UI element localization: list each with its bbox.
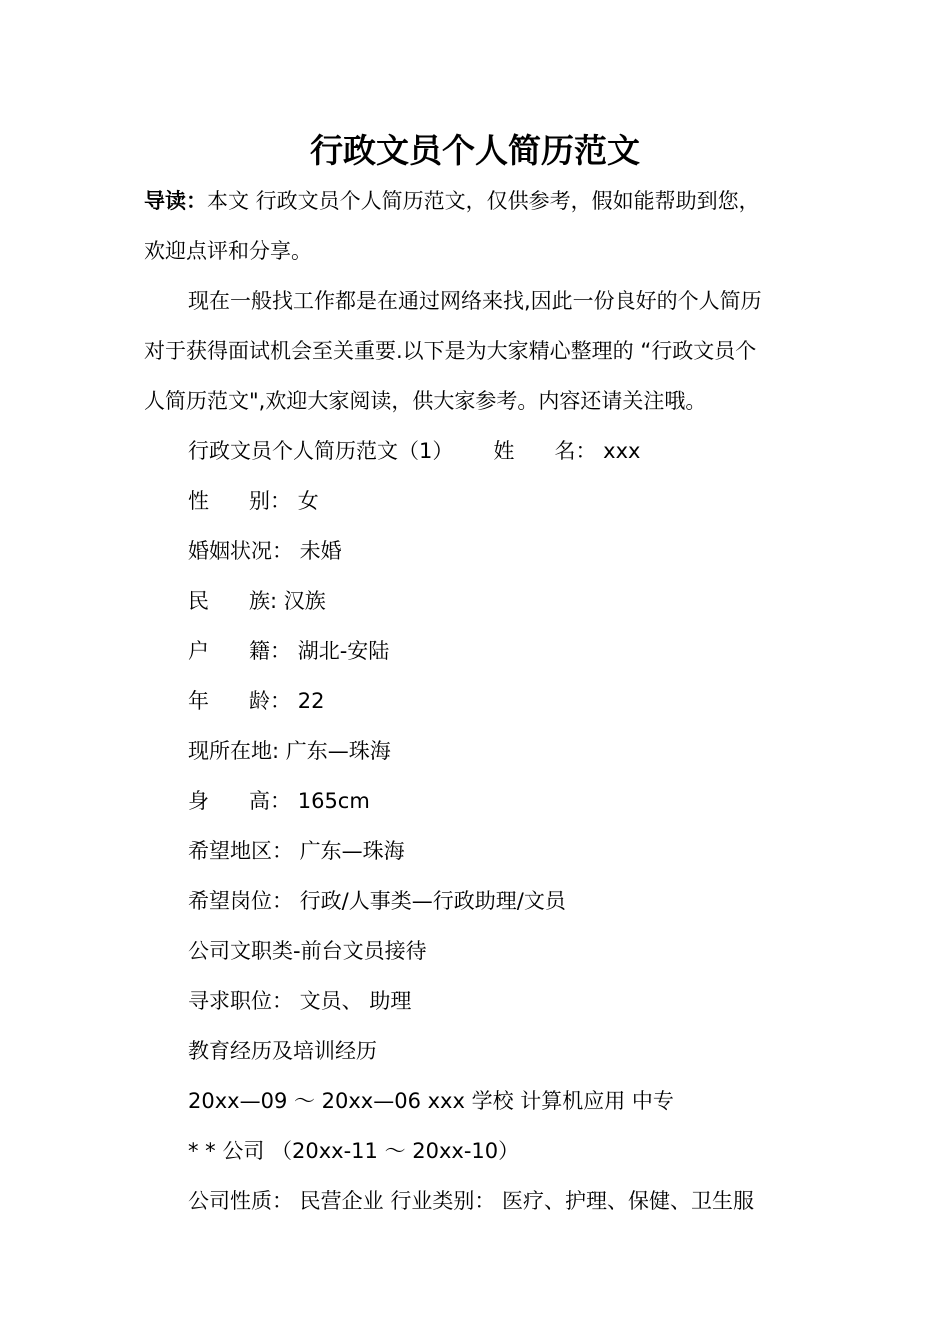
resume-line-ethnicity: 民 族: 汉族 bbox=[188, 589, 326, 613]
intro-line-2: 欢迎点评和分享。 bbox=[144, 239, 312, 263]
resume-line-company-nature: 公司性质： 民营企业 行业类别： 医疗、护理、保健、卫生服 bbox=[188, 1189, 755, 1213]
resume-line-location: 现所在地: 广东—珠海 bbox=[188, 739, 391, 763]
paragraph-line-2: 对于获得面试机会至关重要.以下是为大家精心整理的 “行政文员个 bbox=[144, 339, 757, 363]
document-title: 行政文员个人简历范文 bbox=[310, 131, 640, 170]
resume-line-education-heading: 教育经历及培训经历 bbox=[188, 1039, 377, 1063]
resume-line-age: 年 龄： 22 bbox=[188, 689, 325, 713]
resume-line-marital: 婚姻状况： 未婚 bbox=[188, 539, 342, 563]
intro-text-1: 本文 行政文员个人简历范文，仅供参考，假如能帮助到您， bbox=[207, 189, 760, 213]
resume-line-job-sought: 寻求职位： 文员、 助理 bbox=[188, 989, 412, 1013]
resume-line-title-name: 行政文员个人简历范文（1） 姓 名： xxx bbox=[188, 439, 641, 463]
resume-line-hukou: 户 籍： 湖北-安陆 bbox=[188, 639, 390, 663]
document-body bbox=[144, 176, 814, 1226]
resume-line-height: 身 高： 165cm bbox=[188, 789, 370, 813]
intro-line-1 bbox=[144, 176, 814, 226]
paragraph-line-3: 人简历范文",欢迎大家阅读，供大家参考。内容还请关注哦。 bbox=[144, 389, 707, 413]
resume-line-clerical: 公司文职类-前台文员接待 bbox=[188, 939, 427, 963]
intro-label: 导读： bbox=[144, 189, 207, 213]
resume-line-desired-position: 希望岗位： 行政/人事类—行政助理/文员 bbox=[188, 889, 566, 913]
paragraph-line-1: 现在一般找工作都是在通过网络来找,因此一份良好的个人简历 bbox=[188, 289, 762, 313]
resume-line-gender: 性 别： 女 bbox=[188, 489, 319, 513]
resume-line-education-entry: 20xx—09 ～ 20xx—06 xxx 学校 计算机应用 中专 bbox=[188, 1089, 674, 1113]
resume-line-desired-region: 希望地区： 广东—珠海 bbox=[188, 839, 405, 863]
resume-line-company: * * 公司 （20xx-11 ～ 20xx-10） bbox=[188, 1139, 520, 1163]
